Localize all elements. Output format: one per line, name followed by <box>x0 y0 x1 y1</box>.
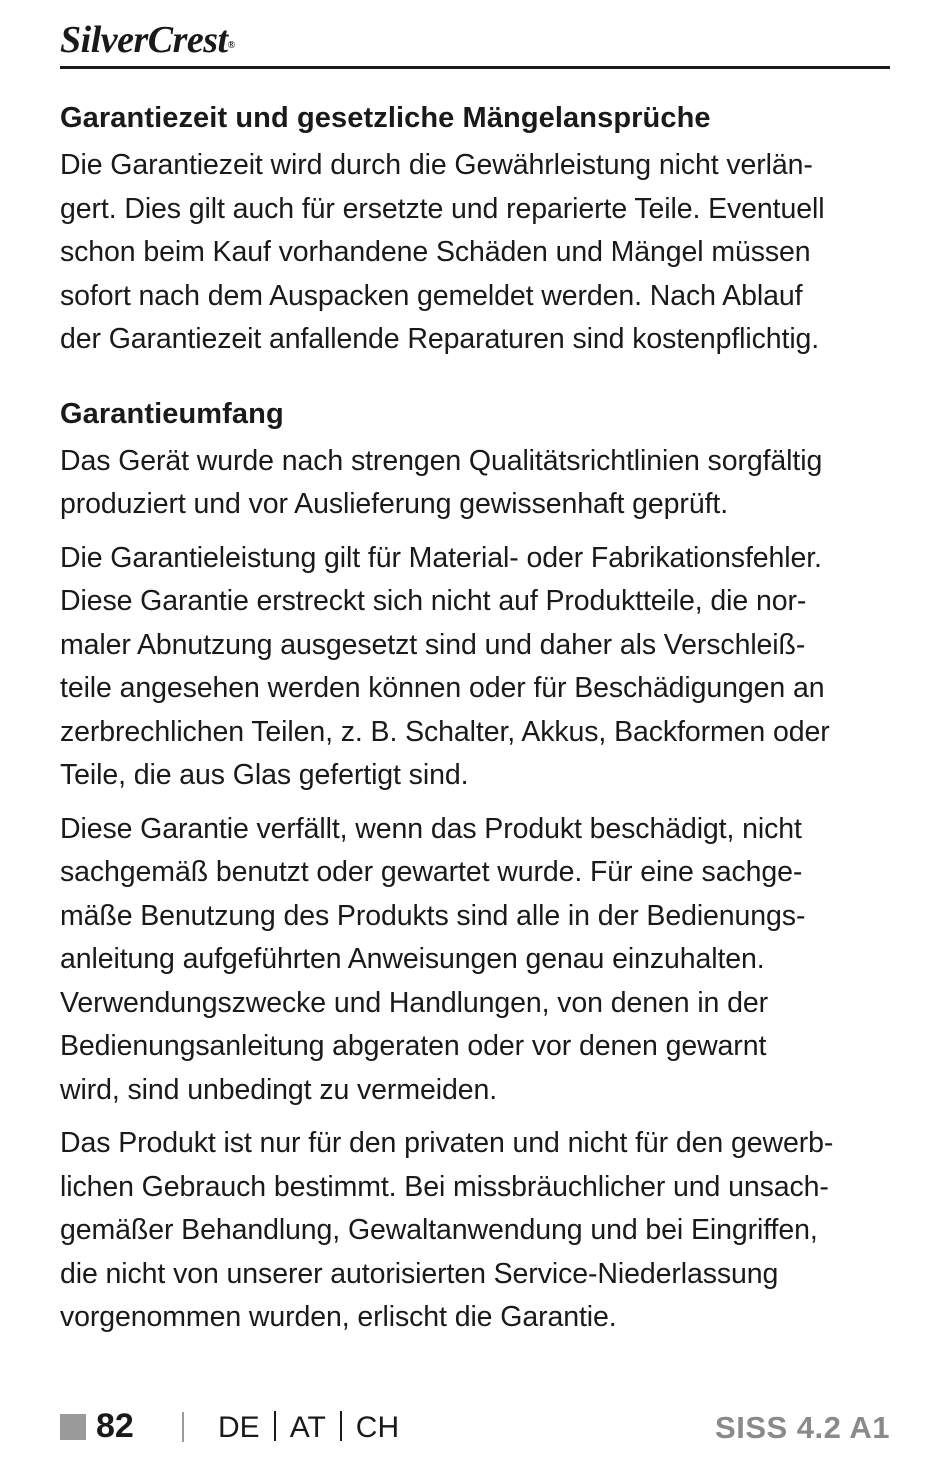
country-code: AT <box>289 1411 326 1444</box>
text-line: Diese Garantie erstreckt sich nicht auf Produktteile, die nor- <box>60 585 807 617</box>
country-divider <box>274 1411 276 1441</box>
text-line: Das Gerät wurde nach strengen Qualitätsrichtlinien sorgfältig <box>60 444 823 477</box>
text-line: lichen Gebrauch bestimmt. Bei missbräuchlicher und unsach- <box>60 1170 829 1203</box>
page-footer <box>60 1400 890 1456</box>
text-line: der Garantiezeit anfallende Reparaturen sind kostenpflichtig. <box>60 323 820 355</box>
page-header <box>60 14 890 69</box>
trademark-symbol: ® <box>227 40 235 51</box>
country-code: DE <box>218 1411 260 1444</box>
text-line: sachgemäß benutzt oder gewartet wurde. Für eine sachge- <box>60 856 803 888</box>
text-line: Die Garantiezeit wird durch die Gewährleistung nicht verlän- <box>60 149 813 181</box>
text-line: Die Garantieleistung gilt für Material- oder Fabrikationsfehler. <box>60 541 822 574</box>
page-content <box>60 96 892 1340</box>
text-line: Verwendungszwecke und Handlungen, von denen in der <box>60 986 769 1019</box>
page-marker-square <box>60 1414 86 1440</box>
country-code: CH <box>355 1411 400 1444</box>
text-line: schon beim Kauf vorhandene Schäden und Mängel müssen <box>60 236 811 268</box>
text-line: die nicht von unserer autorisierten Service-Niederlassung <box>60 1257 779 1290</box>
text-line: vorgenommen wurden, erlischt die Garantie. <box>60 1301 617 1333</box>
text-line: Bedienungsanleitung abgeraten oder vor denen gewarnt <box>60 1030 767 1062</box>
paragraph-voiding <box>60 808 892 1113</box>
text-line: zerbrechlichen Teilen, z. B. Schalter, Akkus, Backformen oder <box>60 715 830 748</box>
text-line: Teile, die aus Glas gefertigt sind. <box>60 759 469 791</box>
footer-divider <box>182 1412 184 1442</box>
country-codes <box>218 1406 399 1450</box>
text-line: Das Produkt ist nur für den privaten und nicht für den gewerb- <box>60 1127 834 1159</box>
text-line: maler Abnutzung ausgesetzt sind und daher als Verschleiß- <box>60 628 806 661</box>
brand-logo <box>60 18 235 62</box>
text-line: gemäßer Behandlung, Gewaltanwendung und bei Eingriffen, <box>60 1214 818 1246</box>
page-number: 82 <box>96 1407 134 1445</box>
text-line: produziert und vor Auslieferung gewissenhaft geprüft. <box>60 488 729 520</box>
paragraph-coverage <box>60 537 892 798</box>
model-number: SISS 4.2 A1 <box>715 1410 890 1445</box>
brand-name: SilverCrest <box>60 19 228 61</box>
text-line: anleitung aufgeführten Anweisungen genau einzuhalten. <box>60 943 765 975</box>
text-line: Diese Garantie verfällt, wenn das Produkt beschädigt, nicht <box>60 812 802 845</box>
section-heading-warranty-period: Garantiezeit und gesetzliche Mängelansprüche <box>60 102 711 134</box>
section-heading-warranty-scope: Garantieumfang <box>60 397 284 430</box>
paragraph-private-use <box>60 1122 892 1340</box>
text-line: wird, sind unbedingt zu vermeiden. <box>60 1073 498 1106</box>
text-line: teile angesehen werden können oder für Beschädigungen an <box>60 672 825 704</box>
country-divider <box>340 1411 342 1441</box>
text-line: sofort nach dem Auspacken gemeldet werden. Nach Ablauf <box>60 279 803 312</box>
text-line: mäße Benutzung des Produkts sind alle in der Bedienungs- <box>60 899 806 932</box>
text-line: gert. Dies gilt auch für ersetzte und reparierte Teile. Eventuell <box>60 192 825 225</box>
paragraph-warranty-period <box>60 144 892 362</box>
paragraph-quality <box>60 440 892 527</box>
